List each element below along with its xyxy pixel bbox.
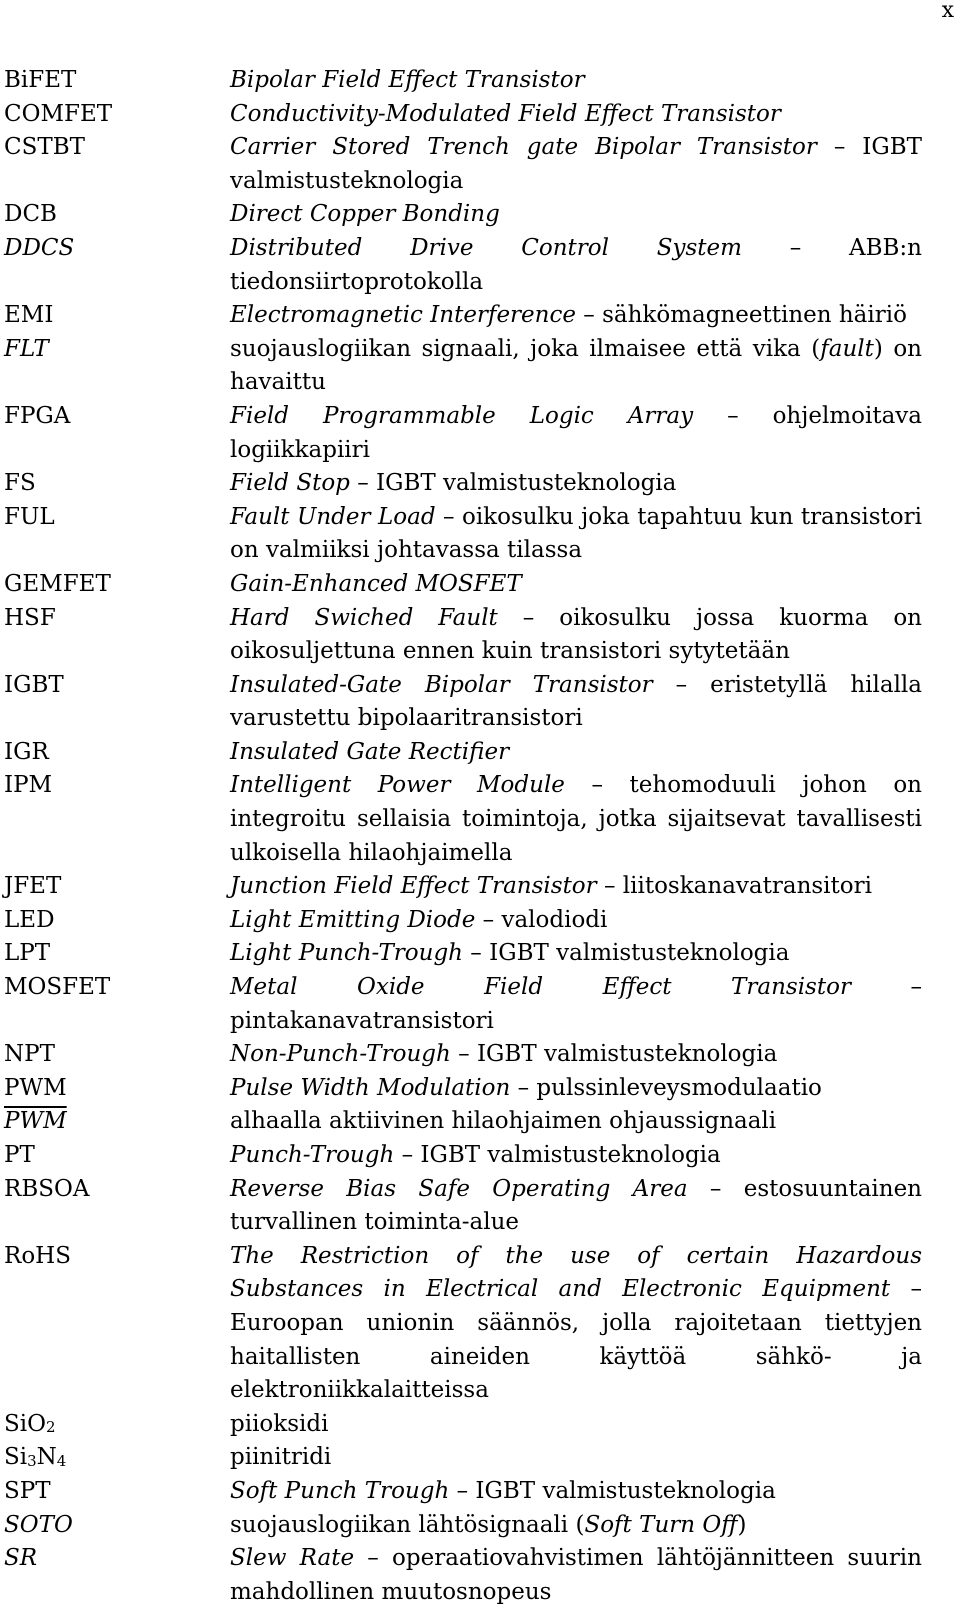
abbreviation-entry [4, 669, 924, 736]
description-text: piinitridi [230, 1444, 332, 1471]
abbreviation-description [230, 736, 924, 770]
abbreviation-term [4, 1509, 230, 1543]
description-italic-text: Carrier Stored Trench gate Bipolar Transistor [230, 134, 817, 161]
abbreviation-term [4, 1072, 230, 1106]
description-italic-text: Hard Swiched Fault [230, 604, 498, 631]
description-italic-text: Insulated-Gate Bipolar Transistor [230, 671, 653, 698]
abbreviation-term [4, 669, 230, 703]
abbreviation-term [4, 1475, 230, 1509]
abbreviation-entry [4, 1173, 924, 1240]
abbreviation-text: COMFET [4, 100, 113, 127]
abbreviation-description [230, 1139, 924, 1173]
abbreviation-term [4, 131, 230, 165]
abbreviation-text: HSF [4, 604, 56, 631]
abbreviation-term [4, 937, 230, 971]
abbreviation-entry [4, 64, 924, 98]
description-italic-text: Punch-Trough [230, 1142, 395, 1168]
abbreviation-entry [4, 1542, 924, 1609]
description-text: – IGBT valmistusteknologia [450, 1041, 778, 1068]
description-text: – IGBT valmistusteknologia [349, 470, 677, 497]
abbreviation-description [230, 1240, 924, 1408]
subscript: 2 [45, 1418, 56, 1437]
abbreviation-term [4, 1173, 230, 1207]
abbreviation-list [4, 64, 924, 1609]
abbreviation-entry [4, 904, 924, 938]
description-italic-text: Fault Under Load [230, 503, 436, 530]
abbreviation-text: MOSFET [4, 974, 111, 1001]
abbreviation-term [4, 1408, 230, 1442]
description-italic-text: Gain-Enhanced MOSFET [230, 570, 522, 597]
abbreviation-entry [4, 1240, 924, 1408]
description-italic-text: Metal Oxide Field Effect Transistor [230, 974, 851, 1001]
description-italic-text: Bipolar Field Effect Transistor [230, 67, 585, 93]
abbreviation-term [4, 1139, 230, 1173]
description-italic-text: Electromagnetic Interference [230, 302, 576, 329]
abbreviation-description [230, 299, 924, 333]
abbreviation-text: NPT [4, 1041, 55, 1068]
abbreviation-text: SiO [4, 1410, 46, 1437]
description-text: – eristetyllä hilalla varustettu bipolaaritransistori [230, 671, 922, 732]
abbreviation-text: DCB [4, 201, 57, 228]
abbreviation-description [230, 870, 924, 904]
description-text: – sähkömagneettinen häiriö [575, 302, 907, 329]
abbreviation-term [4, 198, 230, 232]
abbreviation-term [4, 736, 230, 770]
abbreviation-entry [4, 1509, 924, 1543]
description-text: – ohjelmoitava logiikkapiiri [230, 402, 923, 463]
abbreviation-term [4, 1105, 230, 1139]
abbreviation-description [230, 568, 924, 602]
abbreviation-description [230, 1105, 924, 1139]
description-italic-text: Field Programmable Logic Array [230, 402, 694, 429]
description-italic-text: Distributed Drive Control System [230, 234, 742, 261]
abbreviation-description [230, 467, 924, 501]
abbreviation-entry [4, 467, 924, 501]
abbreviation-description [230, 64, 924, 98]
description-italic-text: fault [820, 335, 874, 362]
abbreviation-text: DDCS [4, 234, 75, 261]
abbreviation-term [4, 904, 230, 938]
abbreviation-entry [4, 1441, 924, 1475]
description-italic-text: Conductivity-Modulated Field Effect Transistor [230, 100, 781, 127]
abbreviation-text: Si [4, 1444, 28, 1471]
description-text: – liitoskanavatransitori [596, 873, 872, 900]
abbreviation-term [4, 64, 230, 98]
abbreviation-entry [4, 333, 924, 400]
abbreviation-term [4, 1240, 230, 1274]
description-italic-text: Reverse Bias Safe Operating Area [230, 1175, 688, 1202]
abbreviation-text: SOTO [4, 1511, 73, 1538]
description-text: – pulssinleveysmodulaatio [510, 1074, 822, 1101]
abbreviation-description [230, 400, 924, 467]
abbreviation-text: N [36, 1444, 57, 1471]
abbreviation-entry [4, 232, 924, 299]
abbreviation-description [230, 971, 924, 1038]
abbreviation-description [230, 1441, 924, 1475]
abbreviation-term [4, 870, 230, 904]
abbreviation-text: JFET [4, 873, 62, 900]
abbreviation-term [4, 1542, 230, 1576]
abbreviation-description [230, 1542, 924, 1609]
abbreviation-entry [4, 198, 924, 232]
abbreviation-entry [4, 131, 924, 198]
abbreviation-term [4, 467, 230, 501]
abbreviation-entry [4, 1475, 924, 1509]
abbreviation-text: EMI [4, 302, 54, 329]
abbreviation-entry [4, 1139, 924, 1173]
abbreviation-entry [4, 98, 924, 132]
abbreviation-description [230, 501, 924, 568]
abbreviation-term [4, 98, 230, 132]
description-text: – operaatiovahvistimen lähtöjännitteen suurin mahdollinen muutosnopeus [230, 1545, 922, 1605]
abbreviation-description [230, 232, 924, 299]
description-italic-text: Soft Turn Off [584, 1511, 738, 1538]
description-italic-text: Light Emitting Diode [230, 906, 476, 933]
abbreviation-description [230, 1173, 924, 1240]
abbreviation-description [230, 98, 924, 132]
description-text: suojauslogiikan signaali, joka ilmaisee että vika ( [230, 335, 821, 362]
abbreviation-term [4, 568, 230, 602]
page-number: x [941, 0, 954, 23]
description-italic-text: Junction Field Effect Transistor [230, 873, 597, 900]
description-italic-text: The Restriction of the use of certain Hazardous Substances in Electrical and Electronic Equipment [230, 1242, 922, 1303]
description-text: – Euroopan unionin säännös, jolla rajoitetaan tiettyjen haitallisten aineiden käyttöä sähkö- ja elektroniikkalaitteissa [230, 1276, 923, 1404]
description-text: alhaalla aktiivinen hilaohjaimen ohjaussignaali [230, 1108, 777, 1135]
abbreviation-term [4, 1441, 230, 1475]
abbreviation-description [230, 1475, 924, 1509]
description-text: – oikosulku jossa kuorma on oikosuljettuna ennen kuin transistori sytytetään [230, 604, 922, 665]
description-italic-text: Intelligent Power Module [230, 772, 565, 799]
abbreviation-entry [4, 1072, 924, 1106]
description-text: – valodiodi [475, 906, 608, 933]
abbreviation-entry [4, 299, 924, 333]
abbreviation-text: IGR [4, 738, 49, 765]
description-italic-text: Direct Copper Bonding [230, 201, 500, 228]
abbreviation-term [4, 400, 230, 434]
abbreviation-text: RoHS [4, 1242, 71, 1269]
subscript: 3 [27, 1451, 37, 1470]
abbreviation-entry [4, 937, 924, 971]
description-text: piioksidi [230, 1410, 329, 1437]
abbreviation-description [230, 937, 924, 971]
abbreviation-entry [4, 602, 924, 669]
abbreviation-text: $\overline{PWM}$ [4, 1108, 67, 1135]
abbreviation-text: CSTBT [4, 134, 85, 161]
abbreviation-text: LPT [4, 940, 51, 967]
abbreviation-description [230, 1038, 924, 1072]
abbreviation-entry [4, 971, 924, 1038]
abbreviation-entry [4, 736, 924, 770]
abbreviation-text: PT [4, 1142, 35, 1168]
description-text: – IGBT valmistusteknologia [230, 134, 922, 194]
description-text: – oikosulku joka tapahtuu kun transistori on valmiiksi johtavassa tilassa [230, 503, 922, 564]
abbreviation-text: SR [4, 1545, 38, 1572]
abbreviation-text: LED [4, 906, 55, 933]
abbreviation-text: SPT [4, 1477, 51, 1504]
abbreviation-description [230, 904, 924, 938]
abbreviation-text: IGBT [4, 671, 64, 698]
description-text: – pintakanavatransistori [230, 974, 923, 1034]
abbreviation-text: GEMFET [4, 570, 111, 597]
abbreviation-term [4, 501, 230, 535]
abbreviation-text: BiFET [4, 67, 77, 93]
description-text: ) [737, 1511, 747, 1538]
description-text: – ABB:n tiedonsiirtoprotokolla [230, 234, 922, 295]
abbreviation-entry [4, 400, 924, 467]
description-text: – IGBT valmistusteknologia [449, 1477, 776, 1504]
abbreviation-text: PWM [4, 1074, 67, 1101]
abbreviation-entry [4, 1038, 924, 1072]
abbreviation-description [230, 131, 924, 198]
description-italic-text: Slew Rate [230, 1545, 355, 1572]
abbreviation-entry [4, 1105, 924, 1139]
description-text: – tehomoduuli johon on integroitu sellaisia toimintoja, jotka sijaitsevat tavallisesti ulkoisella hilaohjaimella [230, 772, 922, 866]
subscript: 4 [56, 1451, 67, 1470]
abbreviation-entry [4, 1408, 924, 1442]
abbreviation-description [230, 1072, 924, 1106]
abbreviation-text: FLT [4, 335, 49, 362]
abbreviation-text: RBSOA [4, 1175, 90, 1202]
abbreviation-entry [4, 769, 924, 870]
abbreviation-entry [4, 568, 924, 602]
abbreviation-text: IPM [4, 772, 53, 799]
description-text: – IGBT valmistusteknologia [463, 940, 790, 967]
abbreviation-description [230, 333, 924, 400]
abbreviation-term [4, 971, 230, 1005]
abbreviation-description [230, 769, 924, 870]
description-italic-text: Field Stop [230, 470, 350, 497]
description-text: ) on havaittu [230, 335, 922, 396]
abbreviation-term [4, 299, 230, 333]
description-italic-text: Non-Punch-Trough [230, 1041, 451, 1068]
abbreviation-description [230, 1408, 924, 1442]
abbreviation-text: FPGA [4, 402, 71, 429]
description-italic-text: Pulse Width Modulation [230, 1074, 511, 1101]
abbreviation-entry [4, 870, 924, 904]
abbreviation-entry [4, 501, 924, 568]
abbreviation-description [230, 669, 924, 736]
description-italic-text: Insulated Gate Rectifier [230, 738, 510, 765]
description-italic-text: Soft Punch Trough [230, 1477, 450, 1504]
description-italic-text: Light Punch-Trough [230, 940, 463, 967]
abbreviation-text: FS [4, 470, 36, 497]
description-text: – IGBT valmistusteknologia [394, 1142, 721, 1168]
abbreviation-description [230, 198, 924, 232]
abbreviation-description [230, 1509, 924, 1543]
abbreviation-text: FUL [4, 503, 55, 530]
abbreviation-term [4, 602, 230, 636]
description-text: suojauslogiikan lähtösignaali ( [230, 1511, 585, 1538]
abbreviation-term [4, 333, 230, 367]
abbreviation-description [230, 602, 924, 669]
abbreviation-term [4, 769, 230, 803]
abbreviation-term [4, 1038, 230, 1072]
abbreviation-term [4, 232, 230, 266]
description-text: – estosuuntainen turvallinen toiminta-alue [230, 1175, 923, 1236]
